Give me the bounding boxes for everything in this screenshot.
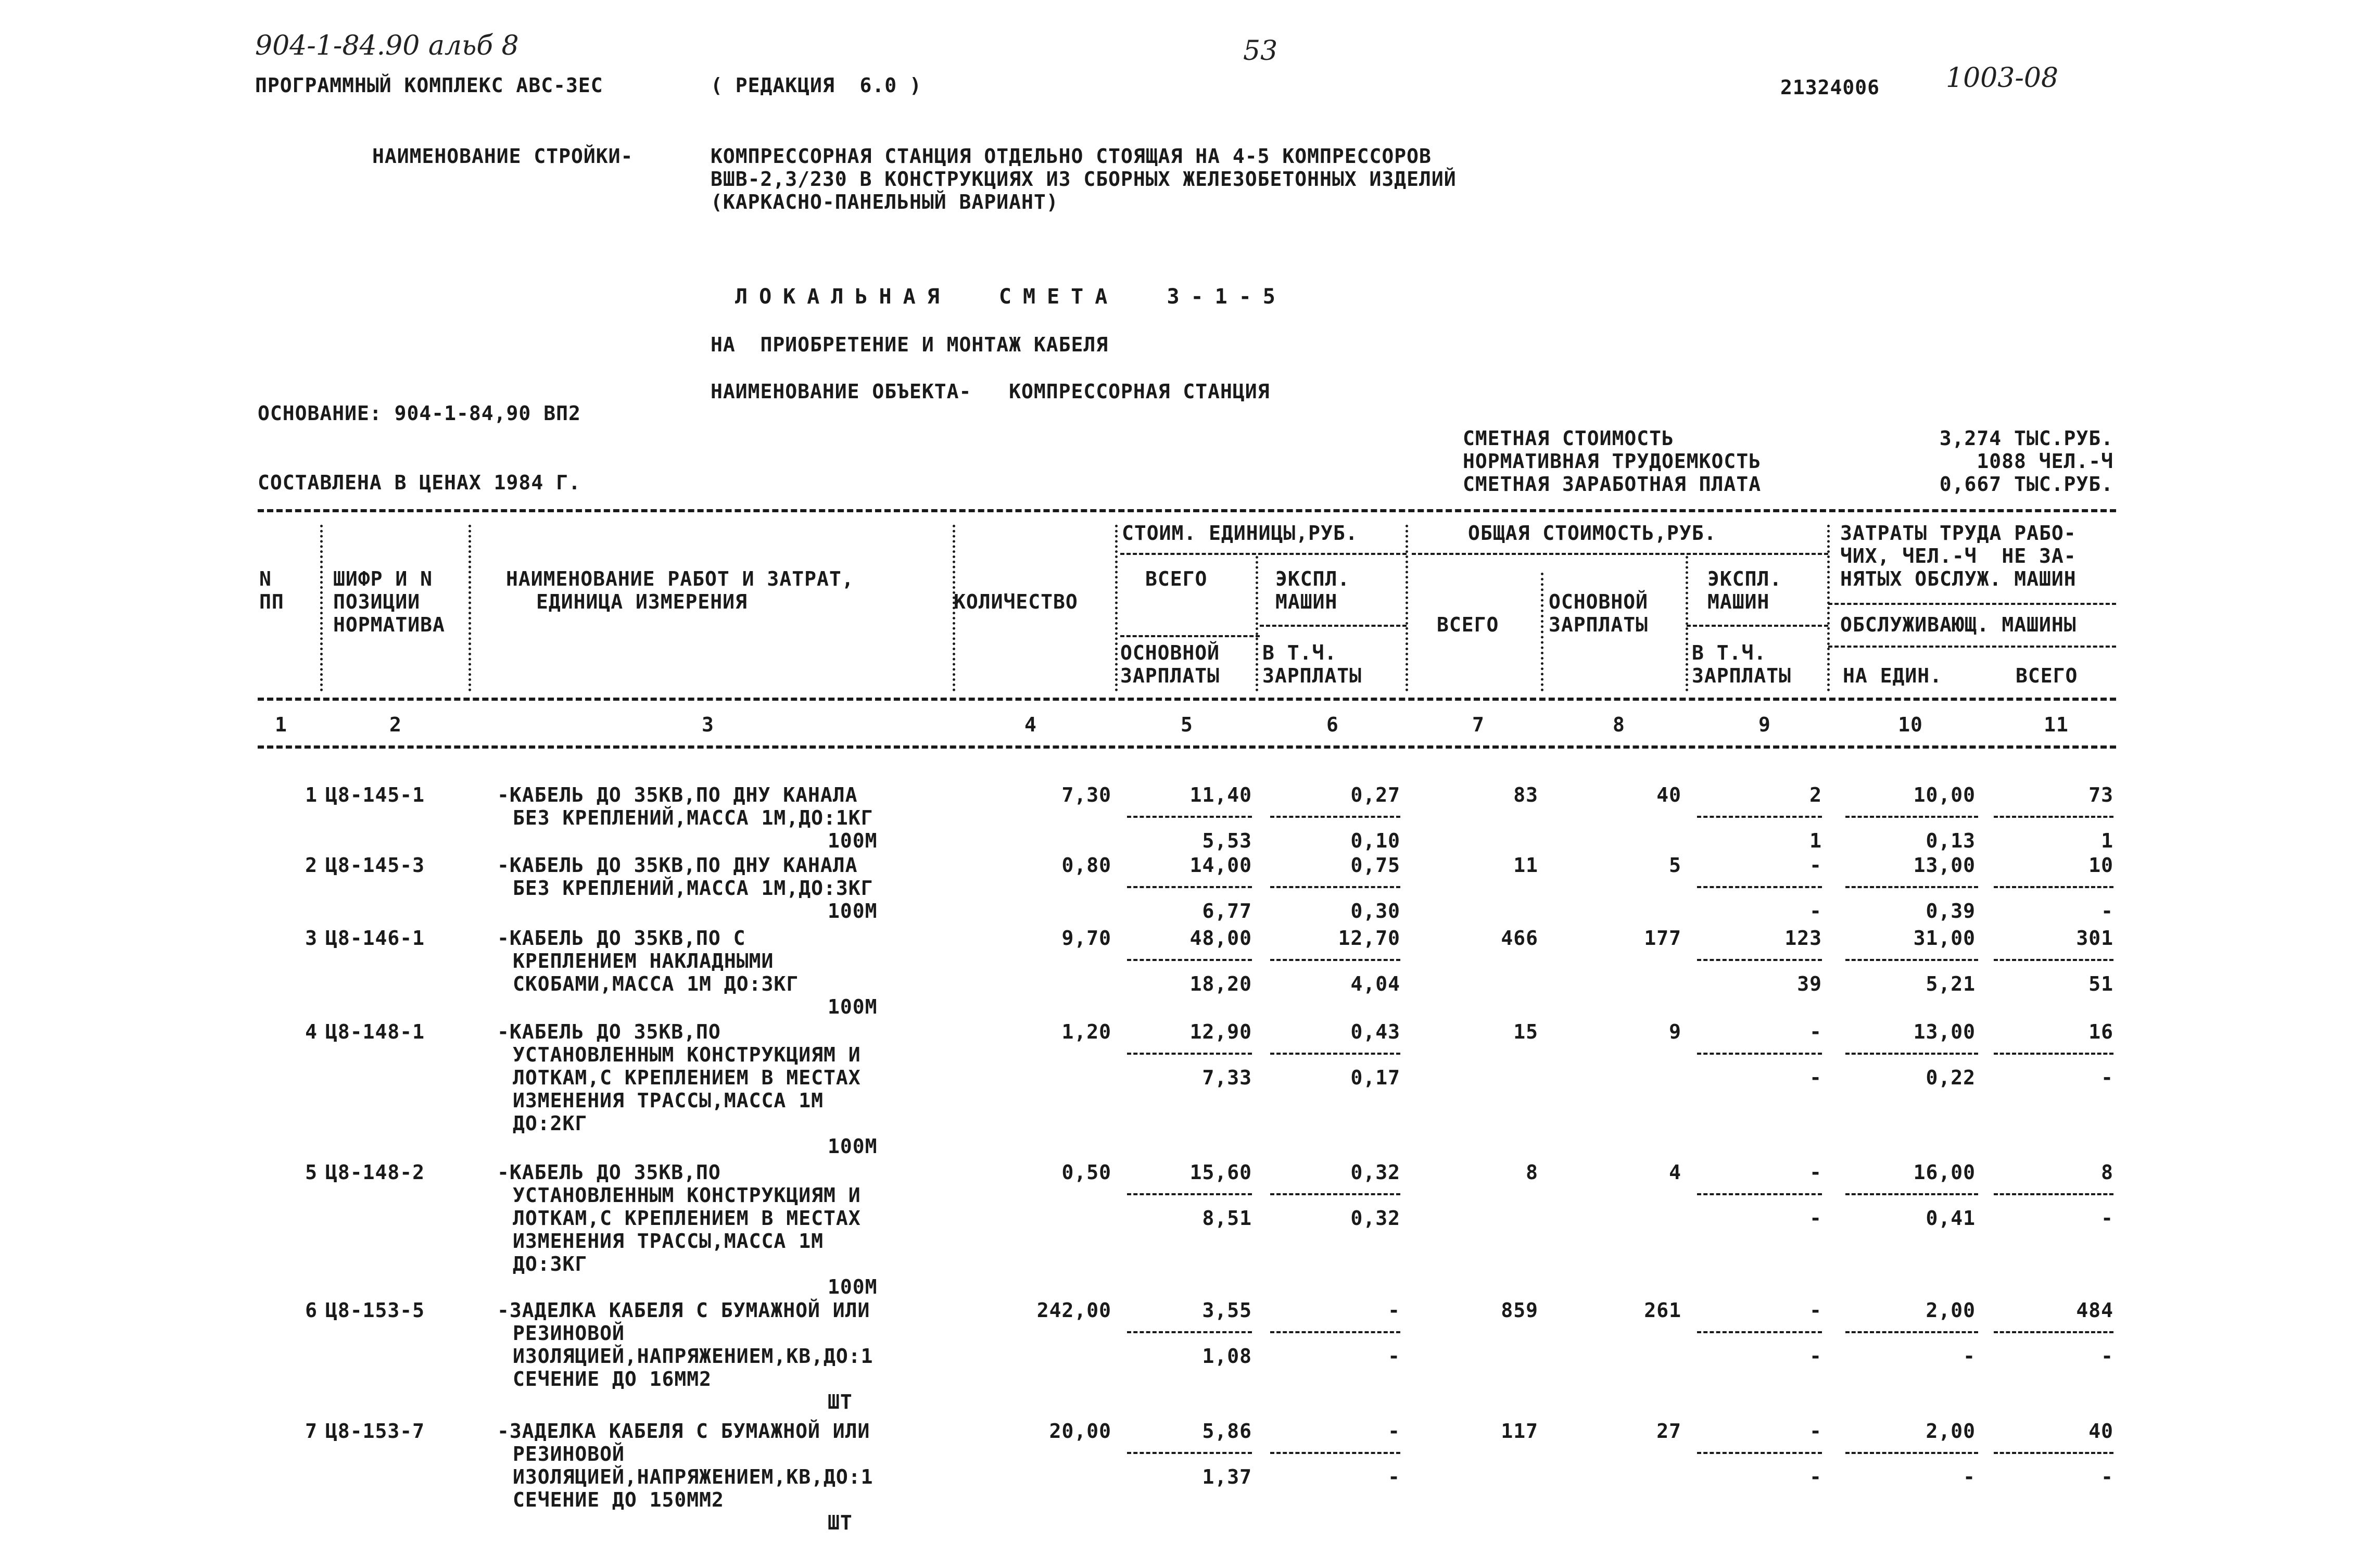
cell-separator-rule <box>1845 1331 1978 1333</box>
row-unit: ШТ <box>828 1390 853 1413</box>
row-code: Ц8-153-7 <box>325 1420 425 1443</box>
hdr-total-osn-1: ОСНОВНОЙ <box>1549 590 1649 613</box>
row-c9b: - <box>1809 1207 1822 1230</box>
row-quantity: 0,80 <box>1061 854 1111 877</box>
summary-label-cost: СМЕТНАЯ СТОИМОСТЬ <box>1463 427 1674 450</box>
labor-rule-1 <box>1828 603 2116 605</box>
hdr-labor-na-ed: НА ЕДИН. <box>1843 664 1943 687</box>
hdr-labor-1: ЗАТРАТЫ ТРУДА РАБО- <box>1840 522 2077 545</box>
row-description-line: ИЗОЛЯЦИЕЙ,НАПРЯЖЕНИЕМ,КВ,ДО:1 <box>513 1345 873 1368</box>
col-number-6: 6 <box>1326 713 1339 736</box>
row-quantity: 0,50 <box>1061 1161 1111 1184</box>
row-code: Ц8-148-1 <box>325 1020 425 1043</box>
row-unit: 100М <box>828 995 878 1018</box>
hdr-total-vsego: ВСЕГО <box>1437 613 1499 636</box>
total-ekspl-rule <box>1687 625 1828 627</box>
unit-ekspl-rule <box>1260 625 1407 627</box>
row-code: Ц8-146-1 <box>325 927 425 950</box>
row-description-line: -ЗАДЕЛКА КАБЕЛЯ С БУМАЖНОЙ ИЛИ <box>497 1420 870 1443</box>
row-code: Ц8-145-1 <box>325 783 425 806</box>
row-number: 6 <box>305 1299 318 1322</box>
cell-separator-rule <box>1127 1452 1252 1454</box>
row-c8: 4 <box>1669 1161 1681 1184</box>
row-c9: 123 <box>1784 927 1822 950</box>
hdr-n: N <box>259 567 272 590</box>
col-number-10: 10 <box>1898 713 1923 736</box>
row-quantity: 9,70 <box>1061 927 1111 950</box>
document-code: 21324006 <box>1780 76 1880 99</box>
cell-separator-rule <box>1270 959 1400 961</box>
row-unit: 100М <box>828 1135 878 1158</box>
row-c10: 13,00 <box>1913 854 1976 877</box>
col-number-3: 3 <box>702 713 714 736</box>
row-number: 1 <box>305 783 318 806</box>
row-c11b: - <box>2101 900 2113 922</box>
row-description-line: ИЗМЕНЕНИЯ ТРАССЫ,МАССА 1М <box>513 1230 824 1253</box>
col-divider-4 <box>1115 525 1118 691</box>
row-c9b: 39 <box>1797 972 1822 995</box>
row-c5: 5,86 <box>1202 1420 1252 1443</box>
cell-separator-rule <box>1697 1331 1822 1333</box>
hdr-total-vtch-1: В Т.Ч. <box>1692 641 1767 664</box>
row-c11b: 51 <box>2088 972 2113 995</box>
row-c11b: - <box>2101 1345 2113 1368</box>
cell-separator-rule <box>1270 1331 1400 1333</box>
row-unit: 100М <box>828 1275 878 1298</box>
cell-separator-rule <box>1994 1452 2113 1454</box>
hdr-unit-vtch-1: В Т.Ч. <box>1262 641 1337 664</box>
row-c8: 177 <box>1644 927 1681 950</box>
hdr-name-2: ЕДИНИЦА ИЗМЕРЕНИЯ <box>536 590 748 613</box>
row-c10b: 0,39 <box>1926 900 1976 922</box>
col-number-9: 9 <box>1758 713 1771 736</box>
row-c7: 8 <box>1526 1161 1538 1184</box>
handwritten-doc-ref: 1003-08 <box>1946 62 2059 94</box>
price-basis: СОСТАВЛЕНА В ЦЕНАХ 1984 Г. <box>258 471 581 494</box>
construction-label: НАИМЕНОВАНИЕ СТРОЙКИ- <box>372 145 634 168</box>
handwritten-page-number: 53 <box>1243 35 1278 67</box>
hdr-unit-cost: СТОИМ. ЕДИНИЦЫ,РУБ. <box>1122 522 1358 545</box>
header-bottom-rule <box>258 698 2116 701</box>
row-number: 3 <box>305 927 318 950</box>
cell-separator-rule <box>1127 1331 1252 1333</box>
hdr-total-ekspl-1: ЭКСПЛ. <box>1707 567 1782 590</box>
row-c6: 0,75 <box>1350 854 1400 877</box>
estimate-title: ЛОКАЛЬНАЯ СМЕТА 3-1-5 <box>735 285 1287 309</box>
hdr-unit-osn-1: ОСНОВНОЙ <box>1120 641 1220 664</box>
row-description-line: ИЗМЕНЕНИЯ ТРАССЫ,МАССА 1М <box>513 1089 824 1112</box>
row-quantity: 242,00 <box>1036 1299 1111 1322</box>
col-divider-1 <box>320 525 323 691</box>
col-number-8: 8 <box>1613 713 1625 736</box>
row-c6b: 0,30 <box>1350 900 1400 922</box>
row-c5b: 1,08 <box>1202 1345 1252 1368</box>
row-c10b: 0,13 <box>1926 829 1976 852</box>
col-number-4: 4 <box>1024 713 1037 736</box>
row-c9: - <box>1809 854 1822 877</box>
col-divider-8 <box>1686 556 1688 691</box>
col-divider-2 <box>469 525 471 691</box>
summary-label-labor: НОРМАТИВНАЯ ТРУДОЕМКОСТЬ <box>1463 450 1762 473</box>
row-unit: 100М <box>828 829 878 852</box>
cell-separator-rule <box>1994 959 2113 961</box>
summary-value-labor: 1088 ЧЕЛ.-Ч <box>1977 450 2113 473</box>
cell-separator-rule <box>1845 816 1978 818</box>
row-description-line: ЛОТКАМ,С КРЕПЛЕНИЕМ В МЕСТАХ <box>513 1066 861 1089</box>
estimate-subtitle: НА ПРИОБРЕТЕНИЕ И МОНТАЖ КАБЕЛЯ <box>711 333 1109 356</box>
row-description-line: ДО:2КГ <box>513 1112 588 1135</box>
cell-separator-rule <box>1845 1452 1978 1454</box>
row-c6: 12,70 <box>1338 927 1400 950</box>
row-c11: 10 <box>2088 854 2113 877</box>
cell-separator-rule <box>1845 1053 1978 1055</box>
row-c9b: - <box>1809 1066 1822 1089</box>
row-c8: 5 <box>1669 854 1681 877</box>
row-description-line: -КАБЕЛЬ ДО 35КВ,ПО <box>497 1161 721 1184</box>
row-code: Ц8-145-3 <box>325 854 425 877</box>
hdr-unit-ekspl-2: МАШИН <box>1275 590 1338 613</box>
cell-separator-rule <box>1697 1053 1822 1055</box>
cell-separator-rule <box>1697 959 1822 961</box>
estimate-basis: ОСНОВАНИЕ: 904-1-84,90 ВП2 <box>258 402 581 425</box>
construction-line-1: КОМПРЕССОРНАЯ СТАНЦИЯ ОТДЕЛЬНО СТОЯЩАЯ НА 4-5 КОМПРЕССОРОВ <box>711 145 1432 168</box>
row-c7: 117 <box>1501 1420 1538 1443</box>
row-quantity: 1,20 <box>1061 1020 1111 1043</box>
row-c10b: 5,21 <box>1926 972 1976 995</box>
row-c11b: - <box>2101 1066 2113 1089</box>
row-description-line: -КАБЕЛЬ ДО 35КВ,ПО ДНУ КАНАЛА <box>497 783 858 806</box>
col-divider-7 <box>1541 573 1543 691</box>
summary-label-wages: СМЕТНАЯ ЗАРАБОТНАЯ ПЛАТА <box>1463 473 1762 496</box>
row-description-line: ИЗОЛЯЦИЕЙ,НАПРЯЖЕНИЕМ,КВ,ДО:1 <box>513 1465 873 1488</box>
row-c5b: 1,37 <box>1202 1465 1252 1488</box>
row-c5b: 8,51 <box>1202 1207 1252 1230</box>
row-c6b: 0,32 <box>1350 1207 1400 1230</box>
handwritten-album-ref: 904-1-84.90 альб 8 <box>255 30 519 61</box>
col-number-2: 2 <box>389 713 402 736</box>
row-c5b: 7,33 <box>1202 1066 1252 1089</box>
row-c11: 484 <box>2076 1299 2113 1322</box>
row-quantity: 7,30 <box>1061 783 1111 806</box>
row-c11: 40 <box>2088 1420 2113 1443</box>
table-top-rule <box>258 509 2116 512</box>
row-description-line: -КАБЕЛЬ ДО 35КВ,ПО ДНУ КАНАЛА <box>497 854 858 877</box>
row-c5: 15,60 <box>1189 1161 1252 1184</box>
row-c8: 261 <box>1644 1299 1681 1322</box>
hdr-code-3: НОРМАТИВА <box>333 613 445 636</box>
row-number: 2 <box>305 854 318 877</box>
row-description-line: УСТАНОВЛЕННЫМ КОНСТРУКЦИЯМ И <box>513 1184 861 1207</box>
row-description-line: ДО:3КГ <box>513 1253 588 1275</box>
hdr-labor-obsl: ОБСЛУЖИВАЮЩ. МАШИНЫ <box>1840 613 2077 636</box>
col-number-11: 11 <box>2044 713 2069 736</box>
row-c9b: - <box>1809 1465 1822 1488</box>
row-c10b: - <box>1963 1465 1976 1488</box>
row-c11b: - <box>2101 1207 2113 1230</box>
row-number: 4 <box>305 1020 318 1043</box>
cell-separator-rule <box>1994 1053 2113 1055</box>
hdr-total-cost: ОБЩАЯ СТОИМОСТЬ,РУБ. <box>1468 522 1717 545</box>
hdr-labor-vsego: ВСЕГО <box>2016 664 2078 687</box>
row-c6: 0,43 <box>1350 1020 1400 1043</box>
cell-separator-rule <box>1127 1053 1252 1055</box>
row-c11b: - <box>2101 1465 2113 1488</box>
cell-separator-rule <box>1994 1331 2113 1333</box>
row-c11: 16 <box>2088 1020 2113 1043</box>
hdr-unit-ekspl-1: ЭКСПЛ. <box>1275 567 1350 590</box>
row-number: 7 <box>305 1420 318 1443</box>
cell-separator-rule <box>1994 816 2113 818</box>
row-c7: 83 <box>1513 783 1538 806</box>
cell-separator-rule <box>1845 1193 1978 1195</box>
program-edition: ( РЕДАКЦИЯ 6.0 ) <box>711 74 922 97</box>
row-c6b: 0,10 <box>1350 829 1400 852</box>
row-c10b: 0,22 <box>1926 1066 1976 1089</box>
row-c5: 12,90 <box>1189 1020 1252 1043</box>
row-number: 5 <box>305 1161 318 1184</box>
col-divider-5 <box>1256 556 1258 691</box>
col-number-5: 5 <box>1181 713 1193 736</box>
row-c11b: 1 <box>2101 829 2113 852</box>
row-c10: 13,00 <box>1913 1020 1976 1043</box>
row-c7: 11 <box>1513 854 1538 877</box>
hdr-labor-2: ЧИХ, ЧЕЛ.-Ч НЕ ЗА- <box>1840 545 2077 567</box>
labor-rule-2 <box>1828 646 2116 648</box>
row-c11: 8 <box>2101 1161 2113 1184</box>
cell-separator-rule <box>1845 959 1978 961</box>
cell-separator-rule <box>1270 1193 1400 1195</box>
row-c9b: 1 <box>1809 829 1822 852</box>
row-description-line: -КАБЕЛЬ ДО 35КВ,ПО <box>497 1020 721 1043</box>
row-c6b: 4,04 <box>1350 972 1400 995</box>
cell-separator-rule <box>1127 959 1252 961</box>
row-c6b: 0,17 <box>1350 1066 1400 1089</box>
hdr-labor-3: НЯТЫХ ОБСЛУЖ. МАШИН <box>1840 567 2077 590</box>
summary-value-wages: 0,667 ТЫС.РУБ. <box>1939 473 2113 496</box>
cell-separator-rule <box>1270 1053 1400 1055</box>
cell-separator-rule <box>1697 1452 1822 1454</box>
cell-separator-rule <box>1270 886 1400 888</box>
cell-separator-rule <box>1127 1193 1252 1195</box>
hdr-unit-vtch-2: ЗАРПЛАТЫ <box>1262 664 1362 687</box>
row-description-line: -КАБЕЛЬ ДО 35КВ,ПО С <box>497 927 746 950</box>
row-c10b: 0,41 <box>1926 1207 1976 1230</box>
row-c9: - <box>1809 1299 1822 1322</box>
row-description-line: РЕЗИНОВОЙ <box>513 1322 625 1345</box>
row-description-line: БЕЗ КРЕПЛЕНИЙ,МАССА 1М,ДО:1КГ <box>513 806 873 829</box>
row-code: Ц8-148-2 <box>325 1161 425 1184</box>
row-c7: 859 <box>1501 1299 1538 1322</box>
col-divider-9 <box>1827 525 1830 691</box>
total-cost-rule <box>1412 553 1828 555</box>
col-number-1: 1 <box>275 713 287 736</box>
row-description-line: СЕЧЕНИЕ ДО 16ММ2 <box>513 1368 712 1390</box>
construction-line-3: (КАРКАСНО-ПАНЕЛЬНЫЙ ВАРИАНТ) <box>711 191 1059 213</box>
row-c6: 0,27 <box>1350 783 1400 806</box>
cell-separator-rule <box>1994 1193 2113 1195</box>
row-c7: 15 <box>1513 1020 1538 1043</box>
hdr-code-2: ПОЗИЦИИ <box>333 590 421 613</box>
hdr-pp: ПП <box>259 590 284 613</box>
row-c6: - <box>1388 1299 1400 1322</box>
row-unit: 100М <box>828 900 878 922</box>
row-c6b: - <box>1388 1345 1400 1368</box>
row-description-line: ЛОТКАМ,С КРЕПЛЕНИЕМ В МЕСТАХ <box>513 1207 861 1230</box>
row-description-line: СЕЧЕНИЕ ДО 150ММ2 <box>513 1488 724 1511</box>
cell-separator-rule <box>1697 886 1822 888</box>
cell-separator-rule <box>1994 886 2113 888</box>
hdr-quantity: КОЛИЧЕСТВО <box>954 590 1078 613</box>
row-c8: 27 <box>1656 1420 1681 1443</box>
hdr-total-osn-2: ЗАРПЛАТЫ <box>1549 613 1649 636</box>
row-unit: ШТ <box>828 1511 853 1534</box>
row-c5b: 6,77 <box>1202 900 1252 922</box>
row-c9b: - <box>1809 900 1822 922</box>
hdr-unit-vsego: ВСЕГО <box>1145 567 1208 590</box>
column-numbers-rule <box>258 745 2116 749</box>
row-c10: 2,00 <box>1926 1299 1976 1322</box>
col-divider-6 <box>1406 525 1408 691</box>
row-description-line: УСТАНОВЛЕННЫМ КОНСТРУКЦИЯМ И <box>513 1043 861 1066</box>
hdr-name-1: НАИМЕНОВАНИЕ РАБОТ И ЗАТРАТ, <box>506 567 854 590</box>
row-c9b: - <box>1809 1345 1822 1368</box>
row-c11: 301 <box>2076 927 2113 950</box>
row-c10b: - <box>1963 1345 1976 1368</box>
row-quantity: 20,00 <box>1049 1420 1111 1443</box>
unit-cost-rule <box>1120 553 1407 555</box>
construction-line-2: ВШВ-2,3/230 В КОНСТРУКЦИЯХ ИЗ СБОРНЫХ ЖЕЛЕЗОБЕТОННЫХ ИЗДЕЛИЙ <box>711 168 1457 191</box>
cell-separator-rule <box>1127 886 1252 888</box>
row-c9: - <box>1809 1020 1822 1043</box>
row-code: Ц8-153-5 <box>325 1299 425 1322</box>
row-c10: 31,00 <box>1913 927 1976 950</box>
row-c8: 40 <box>1656 783 1681 806</box>
row-c11: 73 <box>2088 783 2113 806</box>
row-c10: 16,00 <box>1913 1161 1976 1184</box>
row-description-line: БЕЗ КРЕПЛЕНИЙ,МАССА 1М,ДО:3КГ <box>513 877 873 900</box>
object-name: НАИМЕНОВАНИЕ ОБЪЕКТА- КОМПРЕССОРНАЯ СТАНЦИЯ <box>711 380 1270 403</box>
row-description-line: КРЕПЛЕНИЕМ НАКЛАДНЫМИ <box>513 950 774 972</box>
hdr-code-1: ШИФР И N <box>333 567 433 590</box>
row-c6: - <box>1388 1420 1400 1443</box>
row-c9: 2 <box>1809 783 1822 806</box>
row-c6: 0,32 <box>1350 1161 1400 1184</box>
col-number-7: 7 <box>1472 713 1485 736</box>
row-c5: 48,00 <box>1189 927 1252 950</box>
cell-separator-rule <box>1845 886 1978 888</box>
row-c5b: 18,20 <box>1189 972 1252 995</box>
row-c9: - <box>1809 1161 1822 1184</box>
row-c8: 9 <box>1669 1020 1681 1043</box>
row-description-line: -ЗАДЕЛКА КАБЕЛЯ С БУМАЖНОЙ ИЛИ <box>497 1299 870 1322</box>
row-c10: 2,00 <box>1926 1420 1976 1443</box>
row-c5: 3,55 <box>1202 1299 1252 1322</box>
row-description-line: СКОБАМИ,МАССА 1М ДО:3КГ <box>513 972 799 995</box>
row-c10: 10,00 <box>1913 783 1976 806</box>
hdr-total-vtch-2: ЗАРПЛАТЫ <box>1692 664 1792 687</box>
row-c5b: 5,53 <box>1202 829 1252 852</box>
row-c6b: - <box>1388 1465 1400 1488</box>
cell-separator-rule <box>1270 1452 1400 1454</box>
row-c5: 11,40 <box>1189 783 1252 806</box>
hdr-unit-osn-2: ЗАРПЛАТЫ <box>1120 664 1220 687</box>
row-description-line: РЕЗИНОВОЙ <box>513 1443 625 1465</box>
hdr-total-ekspl-2: МАШИН <box>1707 590 1770 613</box>
cell-separator-rule <box>1127 816 1252 818</box>
cell-separator-rule <box>1697 816 1822 818</box>
unit-vsego-rule <box>1120 635 1260 637</box>
program-name: ПРОГРАММНЫЙ КОМПЛЕКС АВС-3ЕС <box>255 74 603 97</box>
row-c9: - <box>1809 1420 1822 1443</box>
row-c7: 466 <box>1501 927 1538 950</box>
row-c5: 14,00 <box>1189 854 1252 877</box>
summary-value-cost: 3,274 ТЫС.РУБ. <box>1939 427 2113 450</box>
cell-separator-rule <box>1697 1193 1822 1195</box>
cell-separator-rule <box>1270 816 1400 818</box>
